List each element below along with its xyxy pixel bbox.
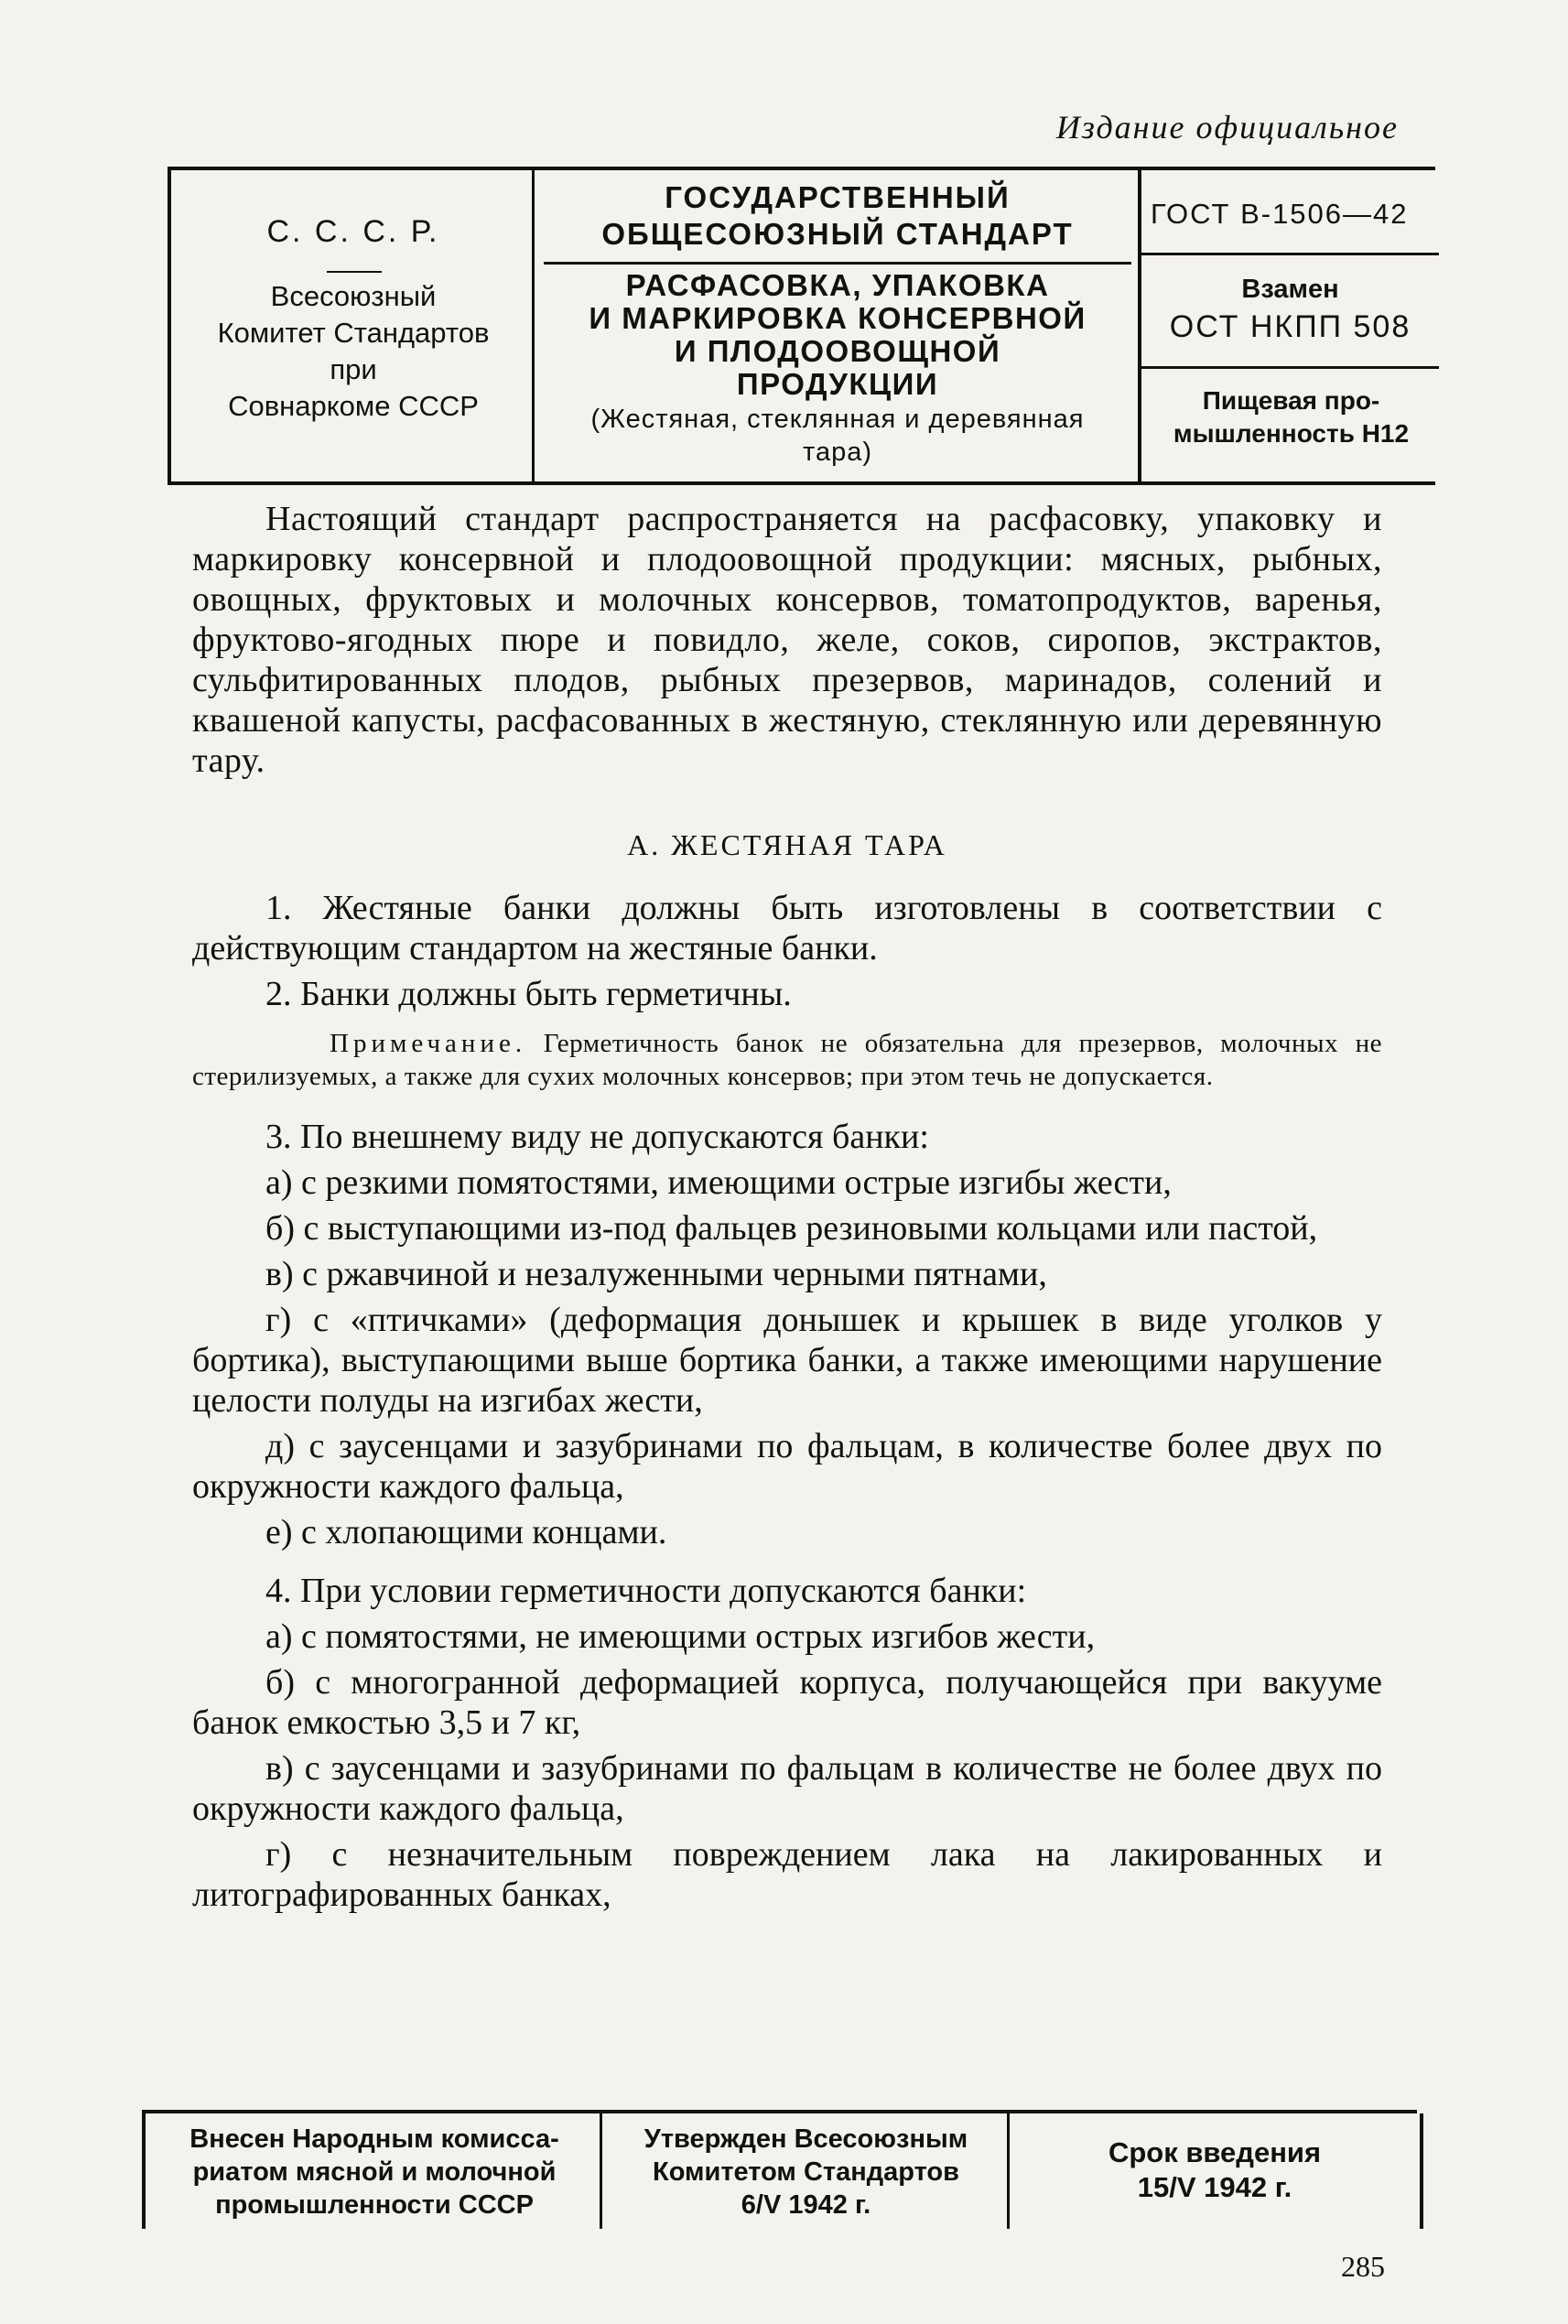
industry-line: Пищевая про- xyxy=(1202,386,1380,415)
introduced-by-cell xyxy=(142,2113,603,2229)
effective-date-cell xyxy=(1007,2113,1423,2229)
divider xyxy=(544,262,1131,265)
introduced-line: промышленности СССР xyxy=(215,2190,534,2220)
effective-line: Срок введения xyxy=(1108,2136,1322,2168)
title-cell xyxy=(532,170,1141,481)
title-line: ПРОДУКЦИИ xyxy=(736,367,939,401)
standard-title xyxy=(535,269,1141,401)
subtitle-line: (Жестяная, стеклянная и деревянная xyxy=(590,405,1085,434)
approval-box xyxy=(142,2110,1417,2229)
clause-2: 2. Банки должны быть герметичны. xyxy=(265,975,792,1013)
introduced-line: риатом мясной и молочной xyxy=(192,2157,557,2187)
committee-name xyxy=(171,278,535,425)
clause-1: 1. Жестяные банки должны быть изготовлены в соответствии с действующим стандартом на жестяные банки. xyxy=(192,889,1382,967)
replaces-label: Взамен xyxy=(1241,275,1339,304)
replaces-value: ОСТ НКПП 508 xyxy=(1169,309,1411,344)
divider xyxy=(1141,253,1439,255)
document-body xyxy=(192,499,1382,1920)
title-line: И МАРКИРОВКА КОНСЕРВНОЙ xyxy=(589,301,1087,335)
standard-kind-line: ОБЩЕСОЮЗНЫЙ СТАНДАРТ xyxy=(601,217,1074,251)
approved-by-cell xyxy=(600,2113,1010,2229)
industry-code xyxy=(1147,384,1435,450)
committee-line: Всесоюзный xyxy=(270,280,437,312)
note-text: Герметичность банок не обязательна для презервов, молочных не стерилизуемых, а также для сухих молочных консервов; при этом течь не допускается. xyxy=(192,1029,1382,1091)
effective-line: 15/V 1942 г. xyxy=(1137,2171,1292,2203)
note xyxy=(192,1027,1382,1093)
standard-kind-line: ГОСУДАРСТВЕННЫЙ xyxy=(665,180,1011,214)
spacer xyxy=(192,1558,1382,1571)
clause-3d: г) с «птичками» (деформация донышек и крышек в виде уголков у бортика), выступающими выше бортика банки, а также имеющими нарушение целости полуды на изгибах жести, xyxy=(192,1301,1382,1420)
section-heading: А. ЖЕСТЯНАЯ ТАРА xyxy=(627,828,947,861)
clause-4d: г) с незначительным повреждением лака на лакированных и литографированных банках, xyxy=(192,1835,1382,1914)
industry-line: мышленность Н12 xyxy=(1173,419,1410,448)
approved-line: Утвержден Всесоюзным xyxy=(643,2124,968,2154)
clause-3b: б) с выступающими из-под фальцев резиновыми кольцами или пастой, xyxy=(265,1209,1318,1248)
standard-kind xyxy=(535,179,1141,253)
issuer-cell xyxy=(168,170,535,481)
approved-line: 6/V 1942 г. xyxy=(741,2190,871,2220)
intro-paragraph: Настоящий стандарт распространяется на расфасовку, упаковку и маркировку консервной и плодоовощной продукции: мясных, рыбных, овощных, фруктовых и молочных консервов, томатопродуктов, варенья, фруктово-ягодных пюре и повидло, желе, соков, сиропов, экстрактов, сульфитированных плодов, рыбных презервов, маринадов, солений и квашеной капусты, расфасованных в жестяную, стеклянную или деревянную тару. xyxy=(192,500,1382,780)
clause-4b: б) с многогранной деформацией корпуса, получающейся при вакууме банок емкостью 3,5 и 7 кг, xyxy=(192,1663,1382,1742)
approved-line: Комитетом Стандартов xyxy=(653,2157,959,2187)
clause-4: 4. При условии герметичности допускаются банки: xyxy=(265,1572,1027,1610)
clause-3c: в) с ржавчиной и незалуженными черными пятнами, xyxy=(265,1255,1047,1293)
standard-subtitle xyxy=(535,403,1141,469)
introduced-line: Внесен Народным комисса- xyxy=(189,2124,559,2154)
title-line: РАСФАСОВКА, УПАКОВКА xyxy=(625,268,1050,302)
title-line: И ПЛОДООВОЩНОЙ xyxy=(674,334,1001,368)
subtitle-line: тара) xyxy=(803,438,872,467)
designation-cell xyxy=(1138,170,1439,481)
committee-line: Совнаркоме СССР xyxy=(228,390,479,422)
page-number: 285 xyxy=(1341,2250,1385,2283)
edition-label: Издание официальное xyxy=(1055,109,1399,146)
clause-3a: а) с резкими помятостями, имеющими острые изгибы жести, xyxy=(265,1163,1172,1202)
clause-3e: д) с заусенцами и зазубринами по фальцам, в количестве более двух по окружности каждого фальца, xyxy=(192,1427,1382,1506)
gost-number: ГОСТ В-1506—42 xyxy=(1151,198,1409,230)
divider xyxy=(1141,366,1439,369)
committee-line: при xyxy=(330,353,377,385)
clause-4a: а) с помятостями, не имеющими острых изгибов жести, xyxy=(265,1617,1096,1656)
country-label: С. С. С. Р. xyxy=(266,214,440,249)
clause-3f: е) с хлопающими концами. xyxy=(265,1513,667,1551)
clause-3: 3. По внешнему виду не допускаются банки: xyxy=(265,1118,929,1156)
standard-header xyxy=(168,167,1435,485)
divider xyxy=(327,271,382,273)
clause-4c: в) с заусенцами и зазубринами по фальцам в количестве не более двух по окружности каждого фальца, xyxy=(192,1749,1382,1828)
note-label: Примечание. xyxy=(330,1029,527,1058)
committee-line: Комитет Стандартов xyxy=(217,317,490,349)
